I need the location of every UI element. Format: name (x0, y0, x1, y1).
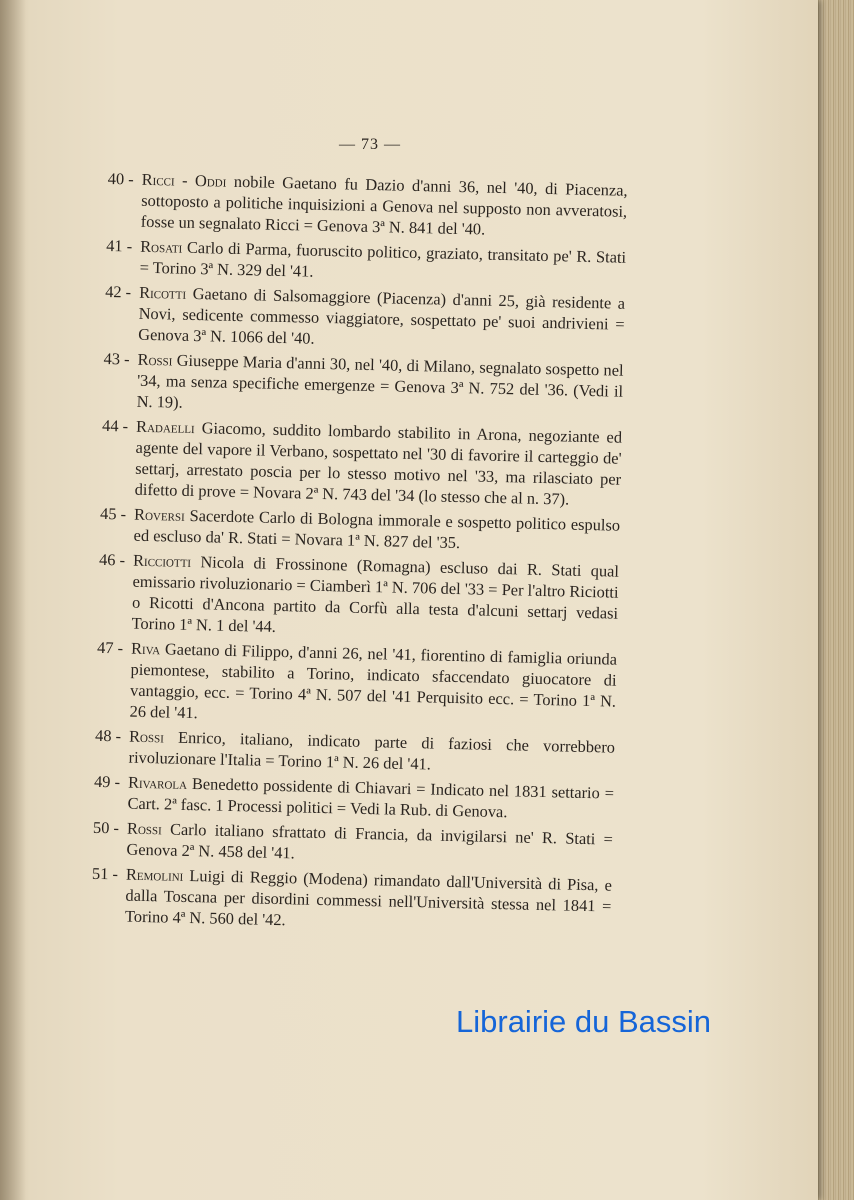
entry-surname: Radaelli (135, 416, 195, 438)
list-item (93, 771, 614, 825)
entry-surname: Rossi (137, 349, 173, 370)
entry-text (138, 282, 625, 356)
list-item (99, 503, 620, 557)
list-item (97, 549, 619, 645)
list-item (92, 817, 613, 871)
entry-body: Benedetto possidente di Chiavari = Indicato nel 1831 settario = Cart. 2ª fasc. 1 Processi politici = Vedi la Rub. di Genova. (127, 773, 615, 822)
entry-surname: Rossi (128, 726, 165, 747)
entry-number: 44 - (101, 415, 129, 436)
entry-number: 43 - (103, 348, 130, 369)
entry-body: nobile Gaetano fu Dazio d'anni 36, nel '40, di Piacenza, sottoposto a politiche inquisizioni a Genova nel supposto non avveratosi, fosse un segnalato Ricci = Genova 3ª N. 841 del '40. (140, 171, 628, 239)
entry-body: Sacerdote Carlo di Bologna immorale e sospetto politico espulso ed escluso da' R. Stati = Novara 1ª N. 827 del '35. (133, 505, 621, 553)
entry-text (134, 416, 622, 511)
entry-text (133, 504, 620, 557)
list-item (91, 863, 612, 938)
entry-text (129, 638, 617, 733)
list-item (94, 725, 615, 779)
entry-number: 46 - (98, 549, 126, 570)
entry-text (136, 349, 623, 423)
entry-body: Giacomo, suddito lombardo stabilito in Arona, negoziante ed agente del vapore il Verbano, sospettato nel '30 di favorire il carteggio de' settarj, arrestato poscia per lo stesso motivo nel '33, ma rilasciato per difetto di prove = Novara 2ª N. 743 del '34 (lo stesso che al n. 37). (134, 418, 623, 509)
entry-surname: Ricotti (138, 282, 187, 303)
list-item (104, 281, 625, 356)
entry-number: 41 - (106, 235, 133, 256)
entry-text (128, 726, 615, 779)
entry-text (126, 818, 613, 871)
entry-surname: Ricci - Oddi (141, 169, 227, 191)
entry-surname: Rossi (126, 818, 163, 839)
entry-number: 50 - (92, 817, 120, 838)
entry-body: Gaetano di Filippo, d'anni 26, nel '41, fiorentino di famiglia oriunda piemontese, stabilito a Torino, indicato sfaccendato giuocatore di vantaggio, ecc. = Torino 4ª N. 507 del '41 Perquisito ecc. = Torino 1ª N. 26 del '41. (129, 639, 618, 723)
list-item (106, 235, 627, 289)
list-item (102, 348, 623, 423)
page-number: — 73 — (339, 136, 401, 153)
entry-list (91, 168, 628, 942)
entry-number: 51 - (91, 863, 119, 884)
entry-surname: Remolini (125, 864, 184, 885)
entry-body: Nicola di Frossinone (Romagna) escluso dai R. Stati qual emissario rivoluzionario = Ciamberì 1ª N. 706 del '33 = Per l'altro Riciotti o Ricotti d'Ancona partito da Corfù alla testa d'alcuni settarj vedasi Torino 1ª N. 1 del '44. (131, 551, 620, 636)
entry-surname: Ricciotti (132, 550, 192, 571)
entry-number: 48 - (94, 725, 122, 746)
entry-text (140, 236, 627, 289)
entry-surname: Riva (130, 638, 161, 659)
entry-text (125, 864, 612, 938)
list-item (100, 415, 622, 511)
entry-surname: Rosati (140, 236, 183, 257)
entry-body: Enrico, italiano, indicato parte di faziosi che vorrebbero rivoluzionare l'Italia = Torino 1ª N. 26 del '41. (128, 727, 616, 774)
watermark: Librairie du Bassin (456, 1004, 712, 1039)
list-item (95, 637, 617, 733)
entry-body: Carlo italiano sfrattato di Francia, da invigilarsi ne' R. Stati = Genova 2ª N. 458 del '41. (126, 819, 614, 863)
entry-body: Luigi di Reggio (Modena) rimandato dall'Università di Pisa, e dalla Toscana per disordini commessi nell'Università stessa nel 1841 = Torino 4ª N. 560 del '42. (124, 865, 613, 930)
entry-number: 40 - (107, 168, 134, 189)
entry-number: 49 - (93, 771, 121, 792)
entry-text (131, 550, 619, 645)
entry-text (127, 772, 614, 825)
entry-body: Giuseppe Maria d'anni 30, nel '40, di Milano, segnalato sospetto nel '34, ma senza specifiche emergenze = Genova 3ª N. 752 del '36. (Vedi il N. 19). (136, 350, 624, 412)
list-item (107, 168, 628, 243)
spine-shadow (0, 0, 26, 1200)
entry-text (141, 169, 628, 243)
entry-surname: Roversi (133, 504, 186, 525)
entry-number: 45 - (99, 503, 127, 524)
entry-number: 47 - (96, 637, 124, 658)
entry-body: Gaetano di Salsomaggiore (Piacenza) d'anni 25, già residente a Novi, sedicente commesso viaggiatore, sospettato pe' suoi andrivieni = Genova 3ª N. 1066 del '40. (138, 283, 626, 348)
entry-body: Carlo di Parma, fuoruscito politico, graziato, transitato pe' R. Stati = Torino 3ª N. 329 del '41. (139, 237, 627, 281)
entry-surname: Rivarola (127, 772, 188, 793)
entry-number: 42 - (104, 281, 132, 302)
